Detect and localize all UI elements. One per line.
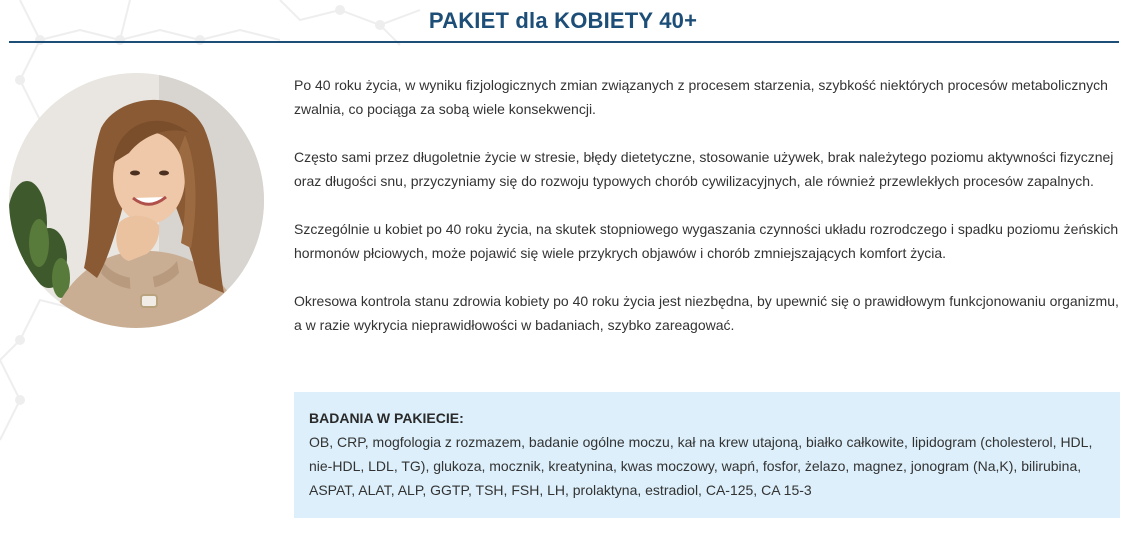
intro-paragraph: Po 40 roku życia, w wyniku fizjologicznych zmian związanych z procesem starzenia, szybkość niektórych procesów metabolicznych zwalnia, co pociąga za sobą wiele konsekwencji. (294, 77, 1108, 117)
tests-included-box (294, 392, 1120, 518)
tests-list: OB, CRP, mogfologia z rozmazem, badanie ogólne moczu, kał na krew utajoną, białko całkowite, lipidogram (cholesterol, HDL, nie-HDL, LDL, TG), glukoza, mocznik, kreatynina, kwas moczowy, wapń, fosfor, żelazo, magnez, jonogram (Na,K), bilirubina, ASPAT, ALAT, ALP, GGTP, TSH, FSH, LH, prolaktyna, estradiol, CA-125, CA 15-3 (309, 434, 1093, 498)
description-text (294, 73, 1124, 361)
page-title: PAKIET dla KOBIETY 40+ (428, 8, 698, 33)
tests-heading: BADANIA W PAKIECIE: (309, 410, 464, 426)
checkup-paragraph: Okresowa kontrola stanu zdrowia kobiety po 40 roku życia jest niezbędna, by upewnić się o prawidłowym funkcjonowaniu organizmu, a w razie wykrycia nieprawidłowości w badaniach, szybko zareagować. (294, 293, 1119, 333)
hormones-paragraph: Szczególnie u kobiet po 40 roku życia, na skutek stopniowego wygaszania czynności układu rozrodczego i spadku poziomu żeńskich hormonów płciowych, może pojawić się wiele przykrych objawów i chorób zmniejszających komfort życia. (294, 221, 1119, 261)
woman-portrait-image (9, 73, 264, 328)
lifestyle-paragraph: Często sami przez długoletnie życie w stresie, błędy dietetyczne, stosowanie używek, brak należytego poziomu aktywności fizycznej oraz długości snu, przyczyniamy się do rozwoju typowych chorób cywilizacyjnych, ale również przewlekłych procesów zapalnych. (294, 149, 1114, 189)
title-divider (9, 41, 1119, 43)
